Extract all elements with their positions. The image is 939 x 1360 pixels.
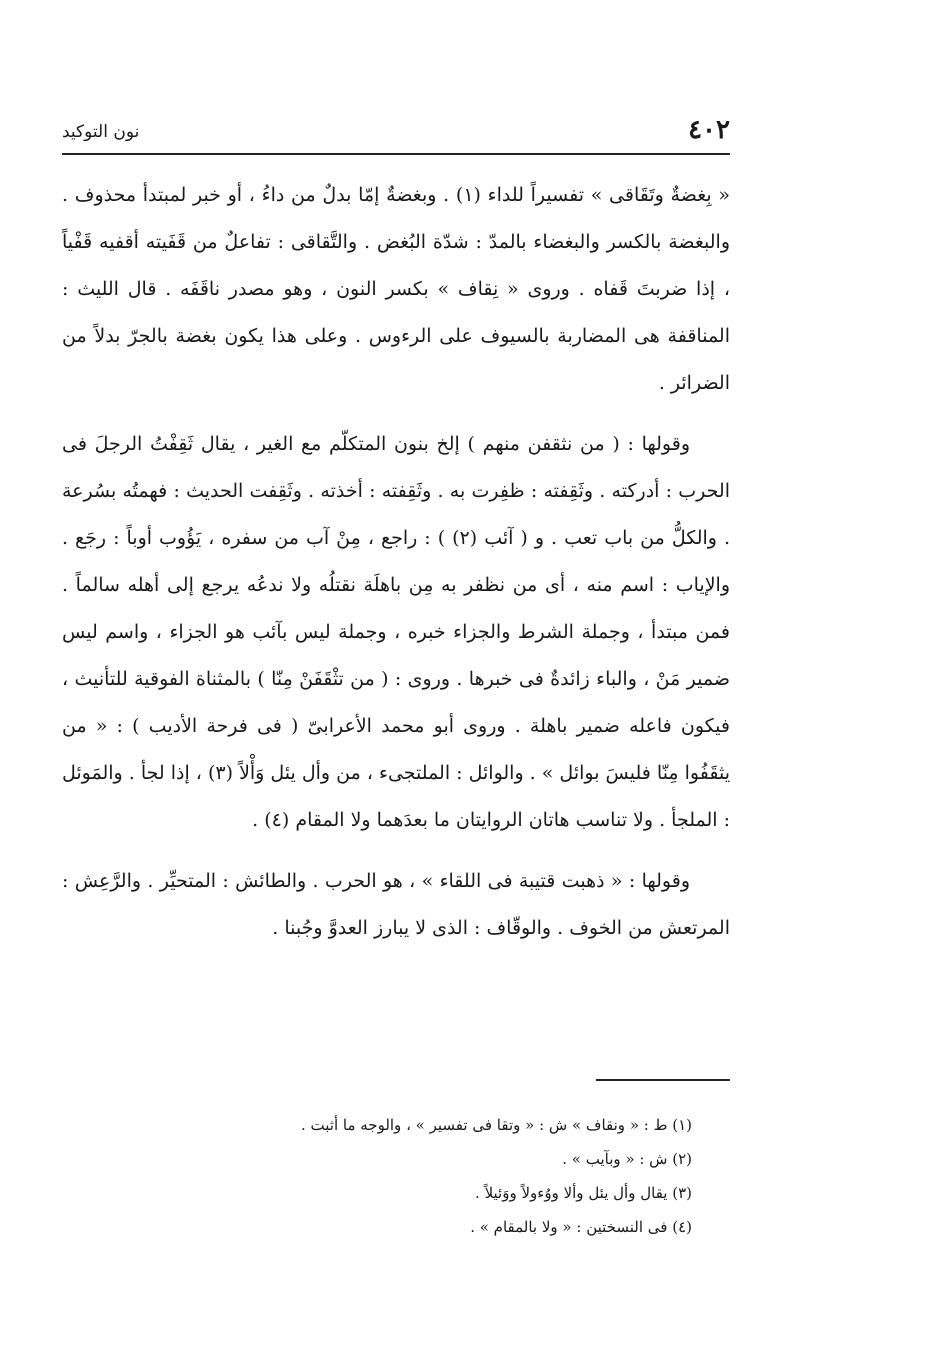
footnote-3: (٣) يقال وأل يئل وألا ووُءولاً ووَئيلاً . [475, 1184, 692, 1202]
paragraph-1: « بِغضةٌ وتَقَاقى » تفسيراً للداء (١) . وبغضةٌ إمّا بدلٌ من داءُ ، أو خبر لمبتدأ محذوف . والبغضة بالكسر والبغضاء بالمدّ : شدّة البُغض . والتَّقاقى : تفاعلٌ من قَفَيته أقفيه قَفْياً ، إذا ضربتَ قَفاه . وروى « نِقاف » بكسر النون ، وهو مصدر ناقَفَه . قال الليث : المناقفة هى المضاربة بالسيوف على الرءوس . وعلى هذا يكون بغضة بالجرّ بدلاً من الضرائر . [62, 184, 730, 394]
page-header [62, 112, 730, 148]
footnote-1: (١) ط : « ونقاف » ش : « وتقا فى تفسير » ، والوجه ما أثبت . [300, 1116, 692, 1134]
footnote-2: (٢) ش : « وبآيب » . [562, 1150, 692, 1168]
header-divider [62, 153, 730, 155]
footnote-4: (٤) فى النسختين : « ولا بالمقام » . [470, 1218, 692, 1236]
footnotes [62, 1108, 692, 1244]
running-title: نون التوكيد [62, 122, 140, 142]
page-number: ٤٠٢ [688, 115, 730, 145]
paragraph-2: وقولها : ( من نثقفن منهم ) إلخ بنون المتكلّم مع الغير ، يقال ثَقِفْتُ الرجلَ فى الحرب : أدركته . وثَقِفته : ظفِرت به . وثَقِفته : أخذته . وثَقِفت الحديث : فهمتُه بسُرعة . والكلُّ من باب تعب . و ( آئب (٢) ) : راجع ، مِنْ آب من سفره ، يَؤُوب أوباً : رجَع . والإياب : اسم منه ، أى من نظفر به مِن باهلَة نقتلُه ولا ندعُه يرجع إلى أهله سالماً . فمن مبتدأ ، وجملة الشرط والجزاء خبره ، وجملة ليس بآئب هو الجزاء ، واسم ليس ضمير مَنْ ، والباء زائدةٌ فى خبرها . وروى : ( من تثْقَفَنْ مِنّا ) بالمثناة الفوقية للتأنيث ، فيكون فاعله ضمير باهلة . وروى أبو محمد الأعرابىّ ( فى فرحة الأديب ) : « من يثقَفُوا مِنّا فليسَ بوائل » . والوائل : الملتجىء ، من وأل يئل وَأْلاً (٣) ، إذا لجأ . والمَوئل : الملجأ . ولا تناسب هاتان الروايتان ما بعدَهما ولا المقام (٤) . [62, 433, 731, 831]
paragraph-3: وقولها : « ذهبت قتيبة فى اللقاء » ، هو الحرب . والطائش : المتحيِّر . والرَّعِش : المرتعش من الخوف . والوقّاف : الذى لا يبارز العدوَّ وجُبنا . [62, 870, 730, 939]
footnote-divider [596, 1079, 730, 1081]
main-text [62, 172, 730, 966]
